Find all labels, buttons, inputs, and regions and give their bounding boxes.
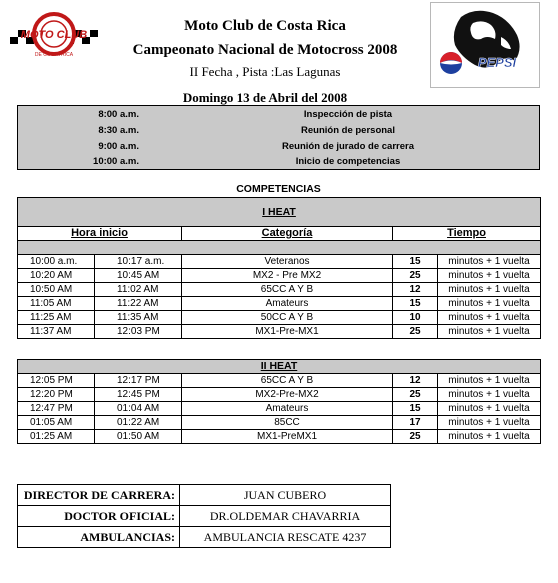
end-time: 12:03 PM [95,325,182,339]
table-row [18,283,541,297]
minutes: 25 [393,325,438,339]
schedule-time: 9:00 a.m. [98,141,139,152]
svg-text:MOTO CLUB: MOTO CLUB [20,29,88,41]
start-time: 11:25 AM [18,311,95,325]
staff-role: AMBULANCIAS: [18,527,180,548]
table-row [18,325,541,339]
heat1-band [18,198,541,227]
table-row [18,255,541,269]
start-time: 10:50 AM [18,283,95,297]
svg-text:PEPSI: PEPSI [477,55,517,70]
laps: minutos + 1 vuelta [438,374,541,388]
minutes: 25 [393,269,438,283]
laps: minutos + 1 vuelta [438,416,541,430]
staff-row [18,527,391,548]
start-time: 01:05 AM [18,416,95,430]
championship-title: Campeonato Nacional de Motocross 2008 [132,42,398,58]
category: Amateurs [182,402,393,416]
laps: minutos + 1 vuelta [438,325,541,339]
column-headers [18,227,541,241]
end-time: 12:17 PM [95,374,182,388]
laps: minutos + 1 vuelta [438,311,541,325]
category: MX2 - Pre MX2 [182,269,393,283]
end-time: 10:45 AM [95,269,182,283]
category: MX1-PreMX1 [182,430,393,444]
schedule-time: 8:30 a.m. [98,125,139,136]
spacer-row [18,241,541,255]
laps: minutos + 1 vuelta [438,430,541,444]
table-row [18,297,541,311]
schedule-row [18,139,539,155]
laps: minutos + 1 vuelta [438,388,541,402]
minutes: 12 [393,374,438,388]
minutes: 25 [393,430,438,444]
schedule-row [18,107,539,123]
staff-name: DR.OLDEMAR CHAVARRIA [180,506,391,527]
start-time: 10:00 a.m. [18,255,95,269]
category: 65CC A Y B [182,283,393,297]
table-row [18,416,541,430]
category: 65CC A Y B [182,374,393,388]
end-time: 11:02 AM [95,283,182,297]
category: Amateurs [182,297,393,311]
heat1-table [17,197,541,339]
moto-club-logo [8,8,100,60]
schedule-activity: Inspección de pista [303,109,393,120]
schedule-activity: Inicio de competencias [295,156,401,167]
end-time: 01:50 AM [95,430,182,444]
start-time: 10:20 AM [18,269,95,283]
heat2-table [17,359,541,444]
minutes: 12 [393,283,438,297]
minutes: 15 [393,402,438,416]
schedule-time: 8:00 a.m. [98,109,139,120]
start-time: 11:05 AM [18,297,95,311]
table-row [18,311,541,325]
table-row [18,269,541,283]
start-time: 01:25 AM [18,430,95,444]
heat2-band [18,360,541,374]
end-time: 01:22 AM [95,416,182,430]
heat1-label: I HEAT [18,198,541,227]
category: MX2-Pre-MX2 [182,388,393,402]
end-time: 01:04 AM [95,402,182,416]
table-row [18,430,541,444]
event-date: Domingo 13 de Abril del 2008 [182,90,348,105]
category: 85CC [182,416,393,430]
start-time: 12:47 PM [18,402,95,416]
laps: minutos + 1 vuelta [438,269,541,283]
minutes: 25 [393,388,438,402]
staff-role: DIRECTOR DE CARRERA: [18,485,180,506]
staff-table [17,484,391,548]
staff-row [18,506,391,527]
end-time: 10:17 a.m. [95,255,182,269]
table-row [18,374,541,388]
category: Veteranos [182,255,393,269]
start-time: 11:37 AM [18,325,95,339]
staff-name: AMBULANCIA RESCATE 4237 [180,527,391,548]
header-hora-inicio: Hora inicio [18,227,182,241]
page-title: Moto Club de Costa Rica [184,18,346,34]
pepsi-logo [430,2,540,88]
minutes: 10 [393,311,438,325]
minutes: 15 [393,297,438,311]
schedule-activity: Reunión de jurado de carrera [282,141,414,152]
header-tiempo: Tiempo [393,227,541,241]
schedule-time: 10:00 a.m. [93,156,139,167]
table-row [18,388,541,402]
laps: minutos + 1 vuelta [438,255,541,269]
competencias-heading: COMPETENCIAS [236,183,321,195]
event-subtitle: II Fecha , Pista :Las Lagunas [189,64,341,79]
laps: minutos + 1 vuelta [438,402,541,416]
schedule-row [18,123,539,139]
schedule-row [18,154,539,170]
svg-text:DE COSTA RICA: DE COSTA RICA [34,52,74,58]
start-time: 12:20 PM [18,388,95,402]
end-time: 11:35 AM [95,311,182,325]
end-time: 11:22 AM [95,297,182,311]
laps: minutos + 1 vuelta [438,297,541,311]
staff-role: DOCTOR OFICIAL: [18,506,180,527]
laps: minutos + 1 vuelta [438,283,541,297]
minutes: 17 [393,416,438,430]
category: MX1-Pre-MX1 [182,325,393,339]
staff-row [18,485,391,506]
category: 50CC A Y B [182,311,393,325]
heat2-label: II HEAT [18,360,541,374]
table-row [18,402,541,416]
header-categoria: Categoría [182,227,393,241]
staff-name: JUAN CUBERO [180,485,391,506]
minutes: 15 [393,255,438,269]
start-time: 12:05 PM [18,374,95,388]
schedule-activity: Reunión de personal [301,125,395,136]
schedule-box [17,105,540,170]
end-time: 12:45 PM [95,388,182,402]
